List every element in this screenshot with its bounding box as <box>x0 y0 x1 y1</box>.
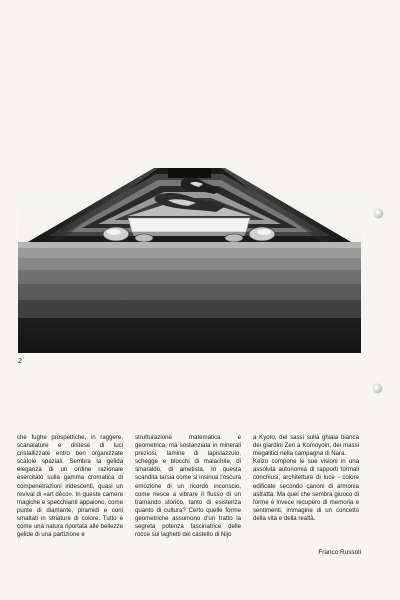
text-column-2: strutturazione matematica e geometrica, ma sostanziata in minerali preziosi, lamine di lapislazzulo, schegge e blocchi di malachite, di smaraldo, di ametista. In questa scandita tarsia come si insinua l'oscura emozione di un ricordo inconscio, come riesce a vibrare il flusso di un tramando storico, tanto di esistenza quanto di cultura? Certo quelle forme geometriche assumono d'un tratto la segreta potenza fascinatrice delle rocce sui laghetti del castello di Nijo <box>135 434 241 539</box>
binder-hole-bottom <box>373 384 382 393</box>
text-column-1: che fughe prospettiche, in raggere, scanalature e distese di luci cristallizzate entro ben organizzate scatole spaziali. Sembra la gelida eleganza di un ordine razionale esercitato sulla gamma cromatica di compenetrazioni iridescenti, quasi un revival di «art déco». In queste camere magiche e specchianti appaiono, come punte di diamante, piramidi e coni smaltati in striature di colore. Tutto è come una natura riportata alle bellezze gelide di una partizione e <box>17 434 123 539</box>
binder-hole-top <box>374 209 383 218</box>
artwork-svg <box>18 150 361 353</box>
text-column-3: a Kyoto, dei sassi sulla ghiaia bianca dei giardini Zen a Komoyoin, dei massi megalitici nella campagna di Nara. Keizo compone le sue visioni in una assoluta autonomia di rapporti formali conchiusi, architetture di luce - colore edificate secondo canoni di armonia astratta. Ma quel che sembra giuoco di forme è invece recupero di memoria e sentimenti, immagine di un concetto della vita e della realtà. <box>253 434 359 522</box>
artwork-illustration <box>18 150 361 353</box>
horizontal-bands <box>18 242 361 353</box>
page-number: 2 <box>18 358 22 365</box>
author-signature: Franco Russoli <box>318 549 361 556</box>
